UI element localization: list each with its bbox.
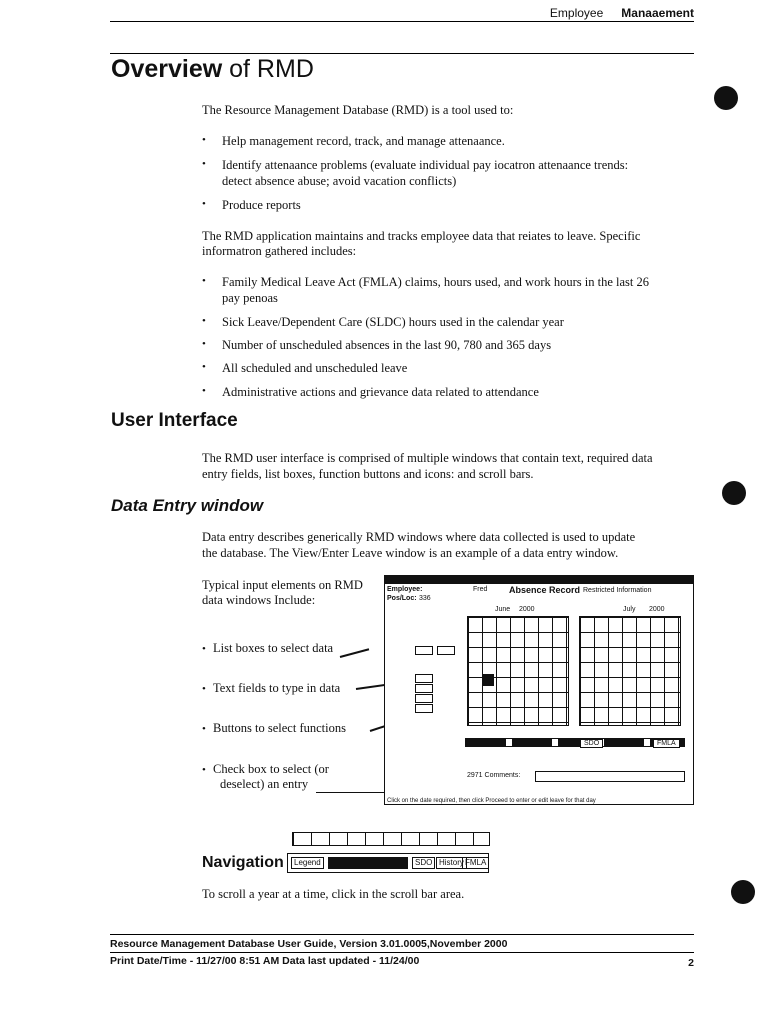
ui-line2: entry fields, list boxes, function buttons and icons: and scroll bars. [202,467,534,481]
element-item: deselect) an entry [220,777,309,791]
bullet2-item: All scheduled and unscheduled leave [222,361,408,375]
bullet-icon: • [202,338,206,350]
element-item: List boxes to select data [213,641,334,655]
year-scroll-bar[interactable] [292,832,490,846]
calendar-right[interactable] [579,616,681,726]
de-line1: Data entry describes generically RMD windows where data collected is used to update [202,530,636,544]
element-item: Text fields to type in data [213,681,341,695]
bullet1-item: detect absence abuse; avoid vacation conflicts) [222,174,457,188]
selected-day[interactable] [482,674,494,686]
section-heading-data-entry: Data Entry window [111,496,264,515]
sdo-nav-button[interactable]: SDO [412,857,435,869]
title-rest: of RMD [229,55,314,83]
scroll-instruction: To scroll a year at a time, click in the scroll bar area. [202,887,465,901]
posloc-value: 336 [419,595,431,602]
year-left: 2000 [519,606,535,613]
para2-line2: informatron gathered includes: [202,244,357,258]
bullet2-item: pay penoas [222,291,278,305]
footer-line1: Resource Management Database User Guide, Version 3.01.0005,November 2000 [110,938,508,950]
bullet-icon: • [202,643,206,655]
para2-line1: The RMD application maintains and tracks employee data that reiates to leave. Specific [202,229,641,243]
window-titlebar [385,576,693,584]
title-bold: Overview [111,55,223,83]
bullet-icon: • [202,134,206,146]
function-button-row[interactable] [465,738,685,747]
punch-hole-icon [714,86,738,110]
bullet1-item: Help management record, track, and manage attenaance. [222,134,505,148]
intro-text: The Resource Management Database (RMD) is a tool used to: [202,103,514,117]
bullet2-item: Number of unscheduled absences in the last 90, 780 and 365 days [222,338,552,352]
posloc-label: Pos/Loc: [387,595,417,602]
header-left: Employee [549,6,604,20]
time-field[interactable] [415,674,433,683]
restricted-label: Restricted Information [583,587,652,594]
history-button[interactable]: History [436,857,467,869]
fmla-button[interactable]: FMLA [653,739,680,748]
element-item: Buttons to select functions [213,721,346,735]
month-left: June [495,606,511,613]
typical-line2: data windows Include: [202,593,316,607]
absence-record-label: Absence Record [509,585,581,595]
hours-list-box[interactable] [415,646,433,655]
punch-hole-icon [731,880,755,904]
navigation-label: Navigation [202,854,284,871]
header-rule [110,21,694,22]
bullet1-item: Identify attenaance problems (evaluate individual pay iocatron attenaance trends: [222,158,629,172]
bullet-icon: • [202,361,206,373]
bullet-icon: • [202,158,206,170]
element-item: Check box to select (or [213,762,329,776]
bullet2-item: Family Medical Leave Act (FMLA) claims, hours used, and work hours in the last 26 [222,275,650,289]
de-line2: the database. The View/Enter Leave window is an example of a data entry window. [202,546,619,560]
view-enter-leave-window [384,575,694,805]
header-right: Manaaement [621,6,694,20]
punch-hole-icon [722,481,746,505]
time-field[interactable] [415,684,433,693]
sdo-button[interactable]: SDO [580,739,603,748]
footer-rule [110,952,694,953]
bullet-icon: • [202,198,206,210]
title-rule [110,53,694,54]
footer-line2: Print Date/Time - 11/27/00 8:51 AM Data last updated - 11/24/00 [110,955,420,967]
bullet2-item: Sick Leave/Dependent Care (SLDC) hours used in the calendar year [222,315,564,329]
dark-button-group[interactable] [328,857,408,869]
bullet-icon: • [202,275,206,287]
bullet-icon: • [202,764,206,776]
bullet-icon: • [202,385,206,397]
ui-line1: The RMD user interface is comprised of multiple windows that contain text, required data [202,451,653,465]
running-header [550,6,694,20]
page-title [111,55,314,84]
bullet2-item: Administrative actions and grievance data related to attendance [222,385,539,399]
comments-label: 2971 Comments: [467,772,521,779]
bullet-icon: • [202,315,206,327]
page-number: 2 [688,957,694,969]
comments-field[interactable] [535,771,685,782]
typical-line1: Typical input elements on RMD [202,578,363,592]
footer-rule [110,934,694,935]
fmla-nav-button[interactable]: FMLA [462,857,489,869]
calendar-left[interactable] [467,616,569,726]
minutes-list-box[interactable] [437,646,455,655]
navigation-button-bar[interactable] [287,853,489,873]
bullet-icon: • [202,683,206,695]
time-field[interactable] [415,694,433,703]
section-heading-ui: User Interface [111,410,238,431]
employee-label: Employee: [387,586,423,593]
employee-value: Fred [473,586,488,593]
bullet-icon: • [202,723,206,735]
pointer-arrow-icon [340,648,369,658]
month-right: July [623,606,636,613]
bullet1-item: Produce reports [222,198,301,212]
year-right: 2000 [649,606,665,613]
window-footer-note: Click on the date required, then click Proceed to enter or edit leave for that day [387,798,596,804]
time-field[interactable] [415,704,433,713]
legend-button[interactable]: Legend [291,857,324,869]
